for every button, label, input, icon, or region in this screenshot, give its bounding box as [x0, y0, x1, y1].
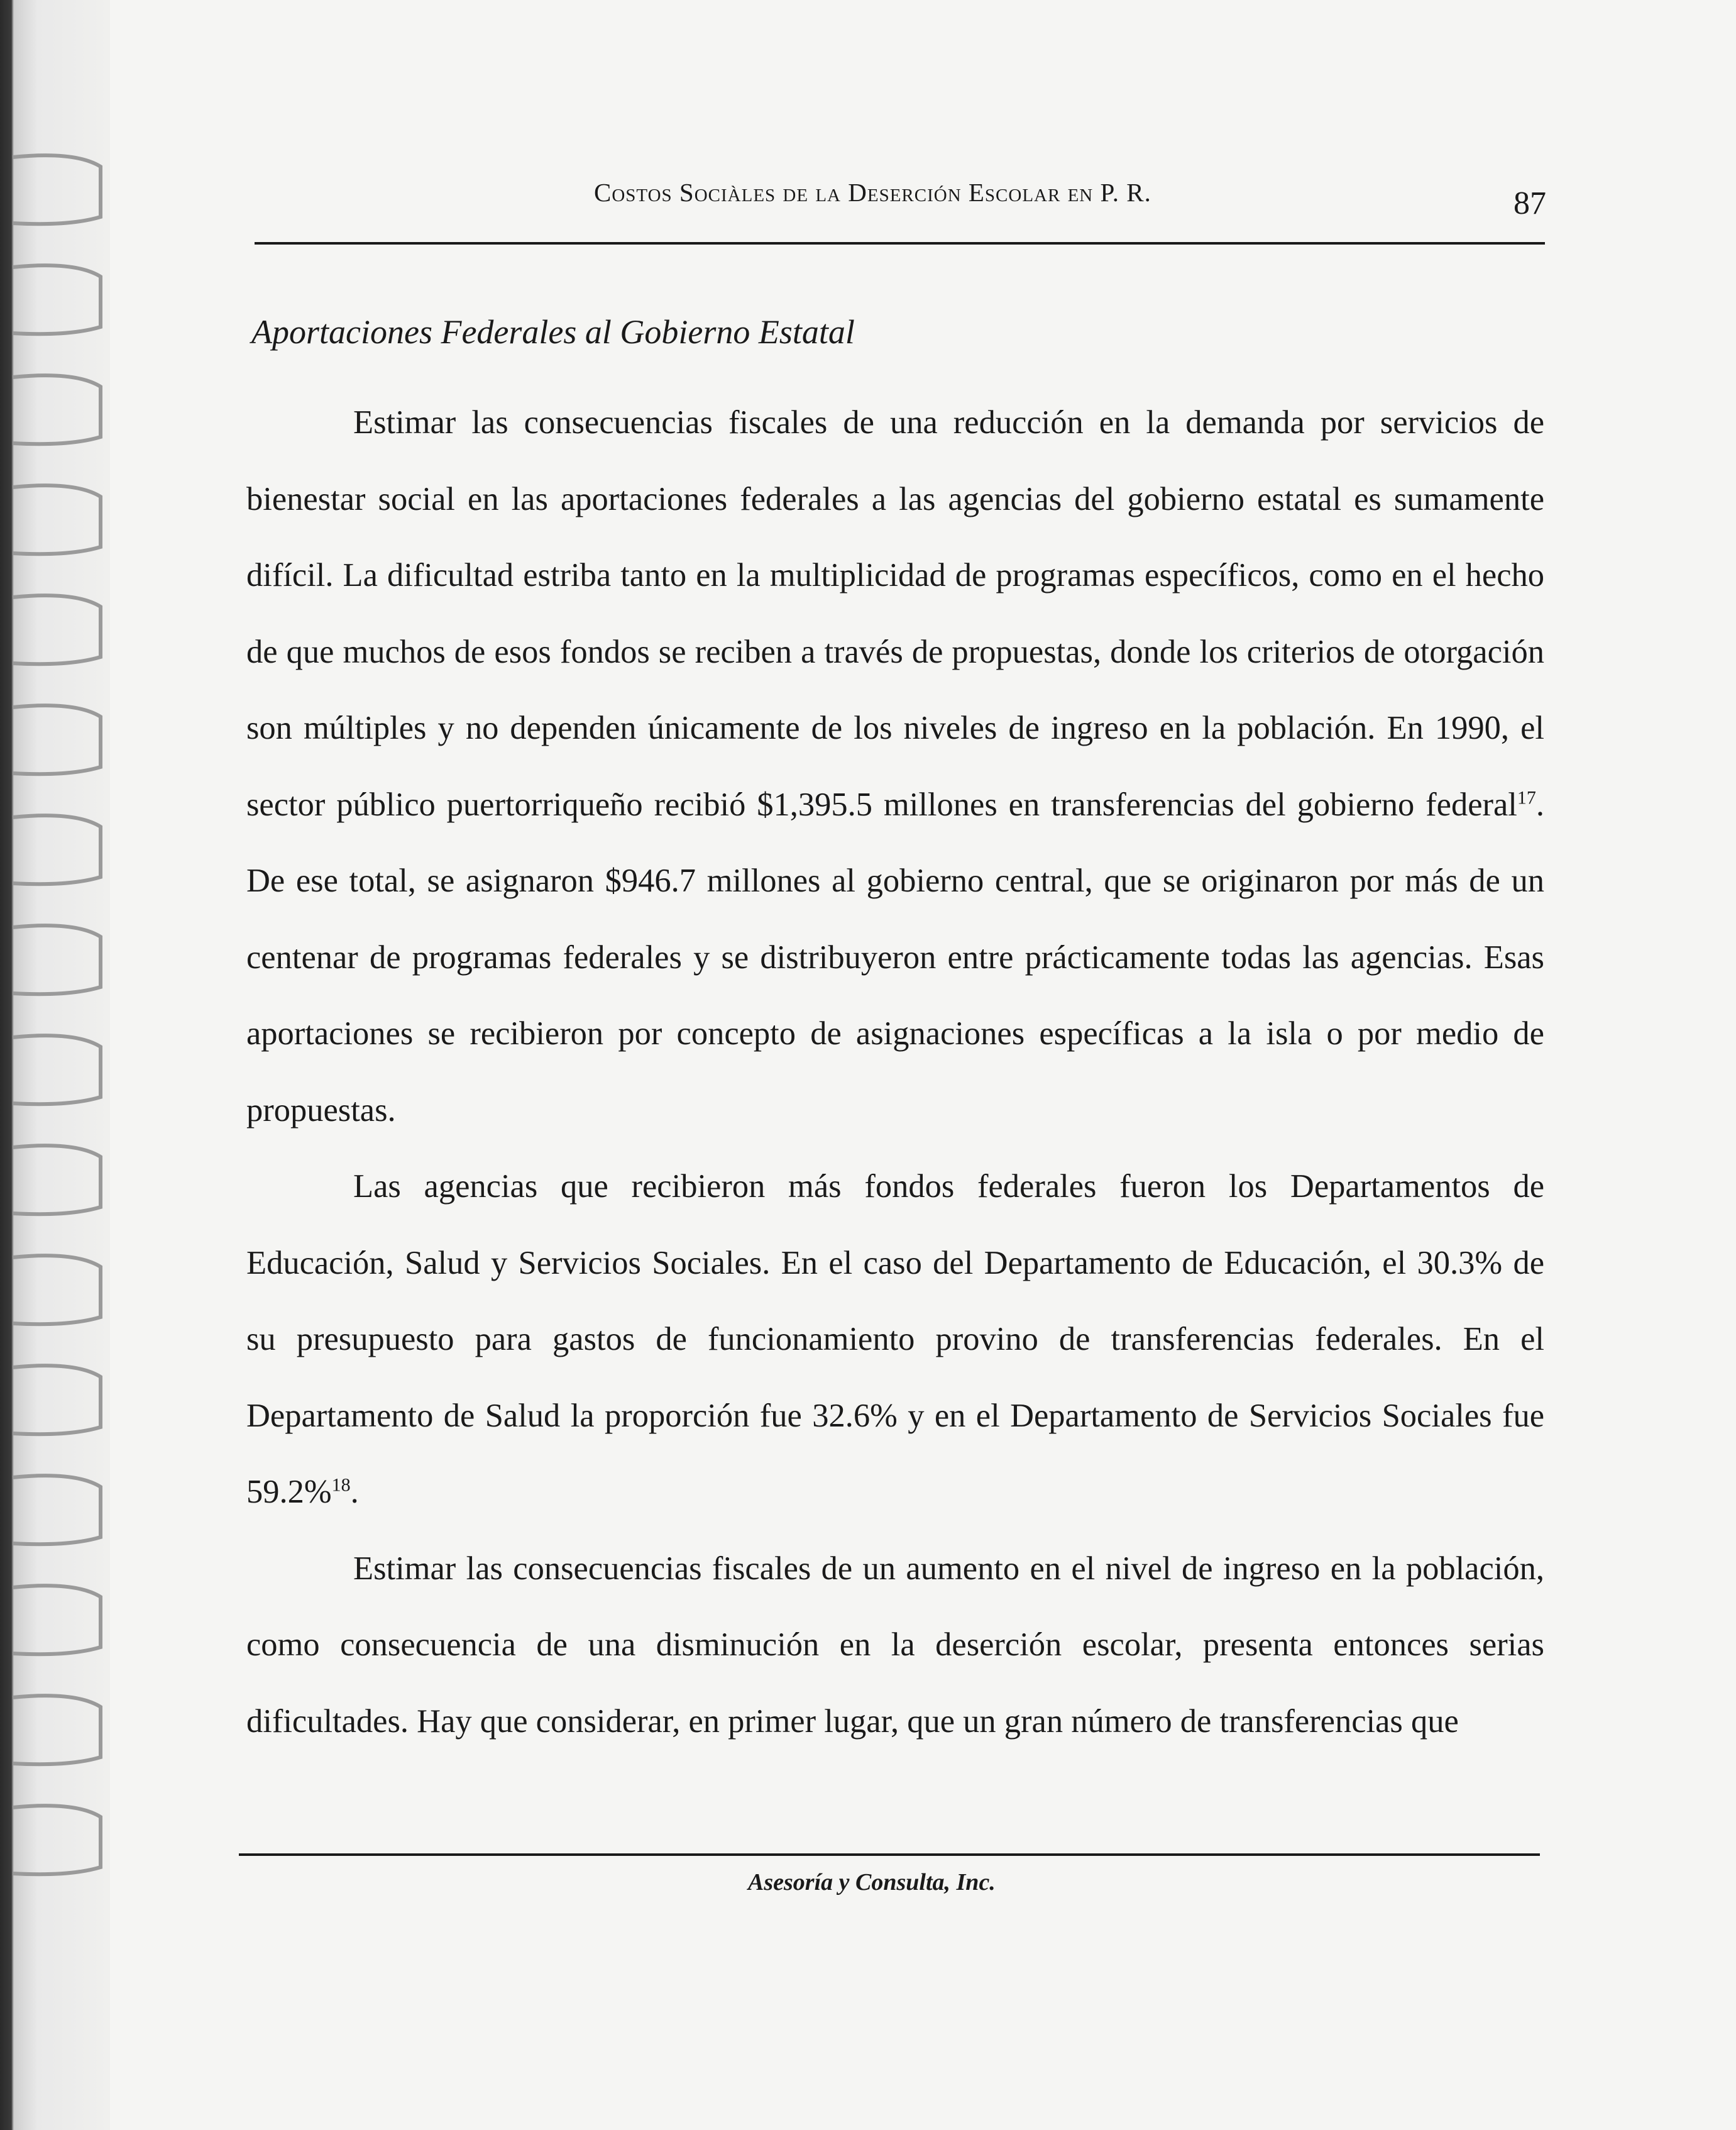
paragraph-2-text-a: Las agencias que recibieron más fondos federales fueron los Departamentos de Educación, Salud y Servicios Sociales. En el caso del Departamento de Educación, el 30.3% de su presupuesto para gastos de funcionamiento provino de transferencias federales. En el Departamento de Salud la proporción fue 32.6% y en el Departamento de Servicios Sociales fue 59.2% — [246, 1168, 1544, 1510]
paragraph-2 — [246, 1149, 1544, 1531]
paragraph-2-text-b: . — [350, 1474, 359, 1510]
header-rule — [255, 242, 1545, 245]
footnote-ref-18: 18 — [331, 1474, 351, 1496]
paragraph-1 — [246, 385, 1544, 1149]
paragraph-3 — [246, 1531, 1544, 1760]
footer-rule — [239, 1853, 1540, 1856]
footer-publisher: Asesoría y Consulta, Inc. — [748, 1869, 996, 1895]
paragraph-3-text: Estimar las consecuencias fiscales de un aumento en el nivel de ingreso en la población, como consecuencia de una disminución en la deserción escolar, presenta entonces serias dificultades. Hay que considerar, en primer lugar, que un gran número de transferencias que — [246, 1550, 1544, 1740]
section-title: Aportaciones Federales al Gobierno Estatal — [251, 313, 855, 351]
body-text — [246, 385, 1544, 1760]
running-title: Costos Sociàles de la Deserción Escolar en P. R. — [594, 178, 1151, 207]
page-number: 87 — [1514, 185, 1546, 221]
paragraph-1-text-a: Estimar las consecuencias fiscales de una reducción en la demanda por servicios de bienestar social en las aportaciones federales a las agencias del gobierno estatal es sumamente difícil. La dificultad estriba tanto en la multiplicidad de programas específicos, como en el hecho de que muchos de esos fondos se reciben a través de propuestas, donde los criterios de otorgación son múltiples y no dependen únicamente de los niveles de ingreso en la población. En 1990, el sector público puertorriqueño recibió $1,395.5 millones en transferencias del gobierno federal — [246, 404, 1544, 823]
paragraph-1-text-b: . De ese total, se asignaron $946.7 millones al gobierno central, que se originaron por más de un centenar de programas federales y se distribuyeron entre prácticamente todas las agencias. Esas aportaciones se recibieron por concepto de asignaciones específicas a la isla o por medio de propuestas. — [246, 786, 1544, 1128]
footnote-ref-17: 17 — [1517, 787, 1536, 808]
